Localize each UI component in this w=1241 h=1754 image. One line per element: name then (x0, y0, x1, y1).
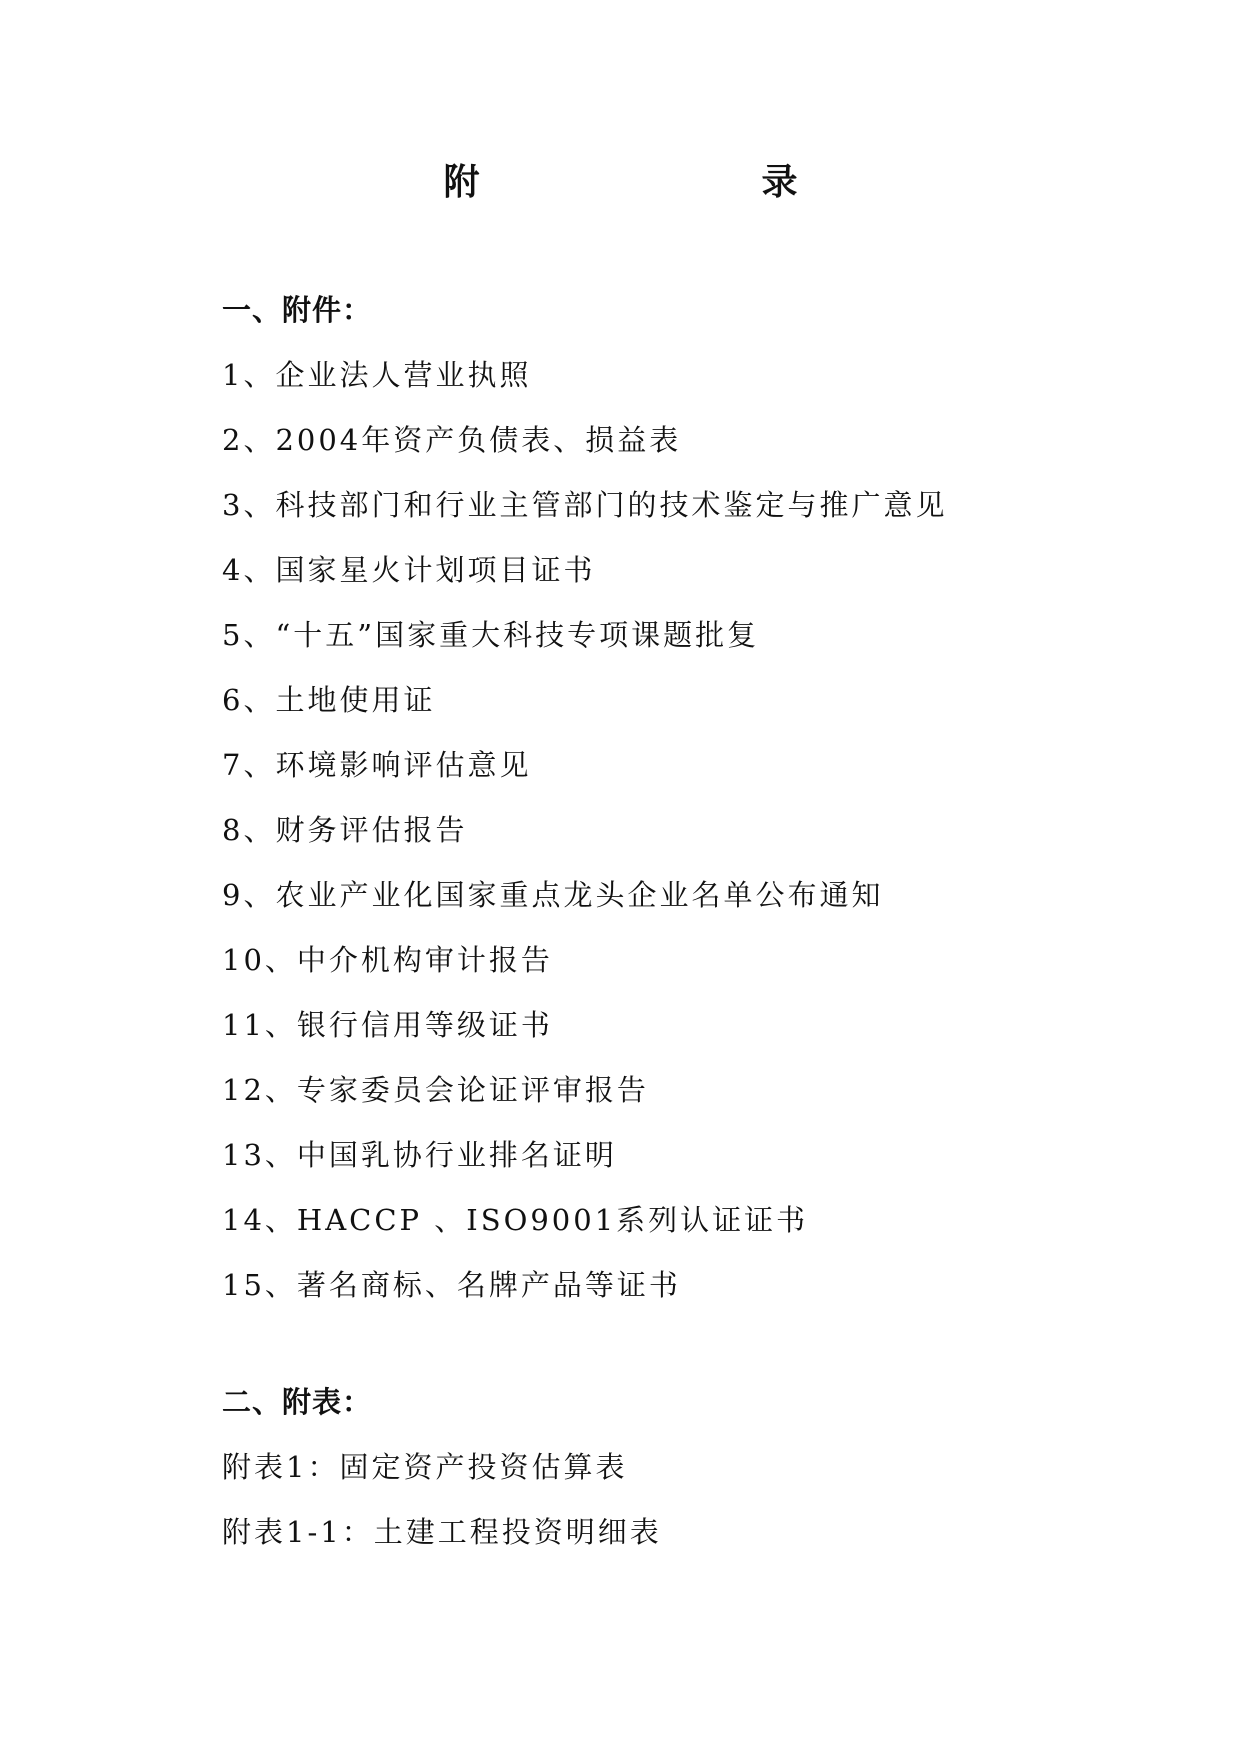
attachment-item: 10、中介机构审计报告 (222, 943, 553, 977)
attachments-section (222, 290, 1122, 1305)
schedule-item: 附表1-1：土建工程投资明细表 (222, 1515, 662, 1549)
attachment-item: 6、土地使用证 (222, 683, 436, 717)
schedules-section (222, 1382, 1122, 1552)
document-content (222, 290, 1122, 1577)
section-spacer (222, 1330, 1122, 1382)
attachment-item: 12、专家委员会论证评审报告 (222, 1073, 649, 1107)
attachment-item: 2、2004年资产负债表、损益表 (222, 423, 682, 457)
attachment-item: 1、企业法人营业执照 (222, 358, 532, 392)
attachment-item: 8、财务评估报告 (222, 813, 468, 847)
schedule-item: 附表1：固定资产投资估算表 (222, 1450, 628, 1484)
attachment-item: 4、国家星火计划项目证书 (222, 553, 596, 587)
attachment-item: 3、科技部门和行业主管部门的技术鉴定与推广意见 (222, 488, 948, 522)
attachment-item: 5、“十五”国家重大科技专项课题批复 (222, 618, 760, 652)
page-title: 附 录 (443, 161, 868, 203)
attachment-item: 9、农业产业化国家重点龙头企业名单公布通知 (222, 878, 884, 912)
attachment-item: 15、著名商标、名牌产品等证书 (222, 1268, 681, 1302)
attachment-item: 14、HACCP 、ISO9001系列认证证书 (222, 1203, 809, 1237)
schedules-list (222, 1447, 1122, 1552)
attachments-list (222, 355, 1122, 1305)
attachment-item: 7、环境影响评估意见 (222, 748, 532, 782)
attachments-heading: 一、附件： (222, 293, 373, 327)
schedules-heading: 二、附表： (222, 1385, 373, 1419)
attachment-item: 13、中国乳协行业排名证明 (222, 1138, 617, 1172)
attachment-item: 11、银行信用等级证书 (222, 1008, 553, 1042)
